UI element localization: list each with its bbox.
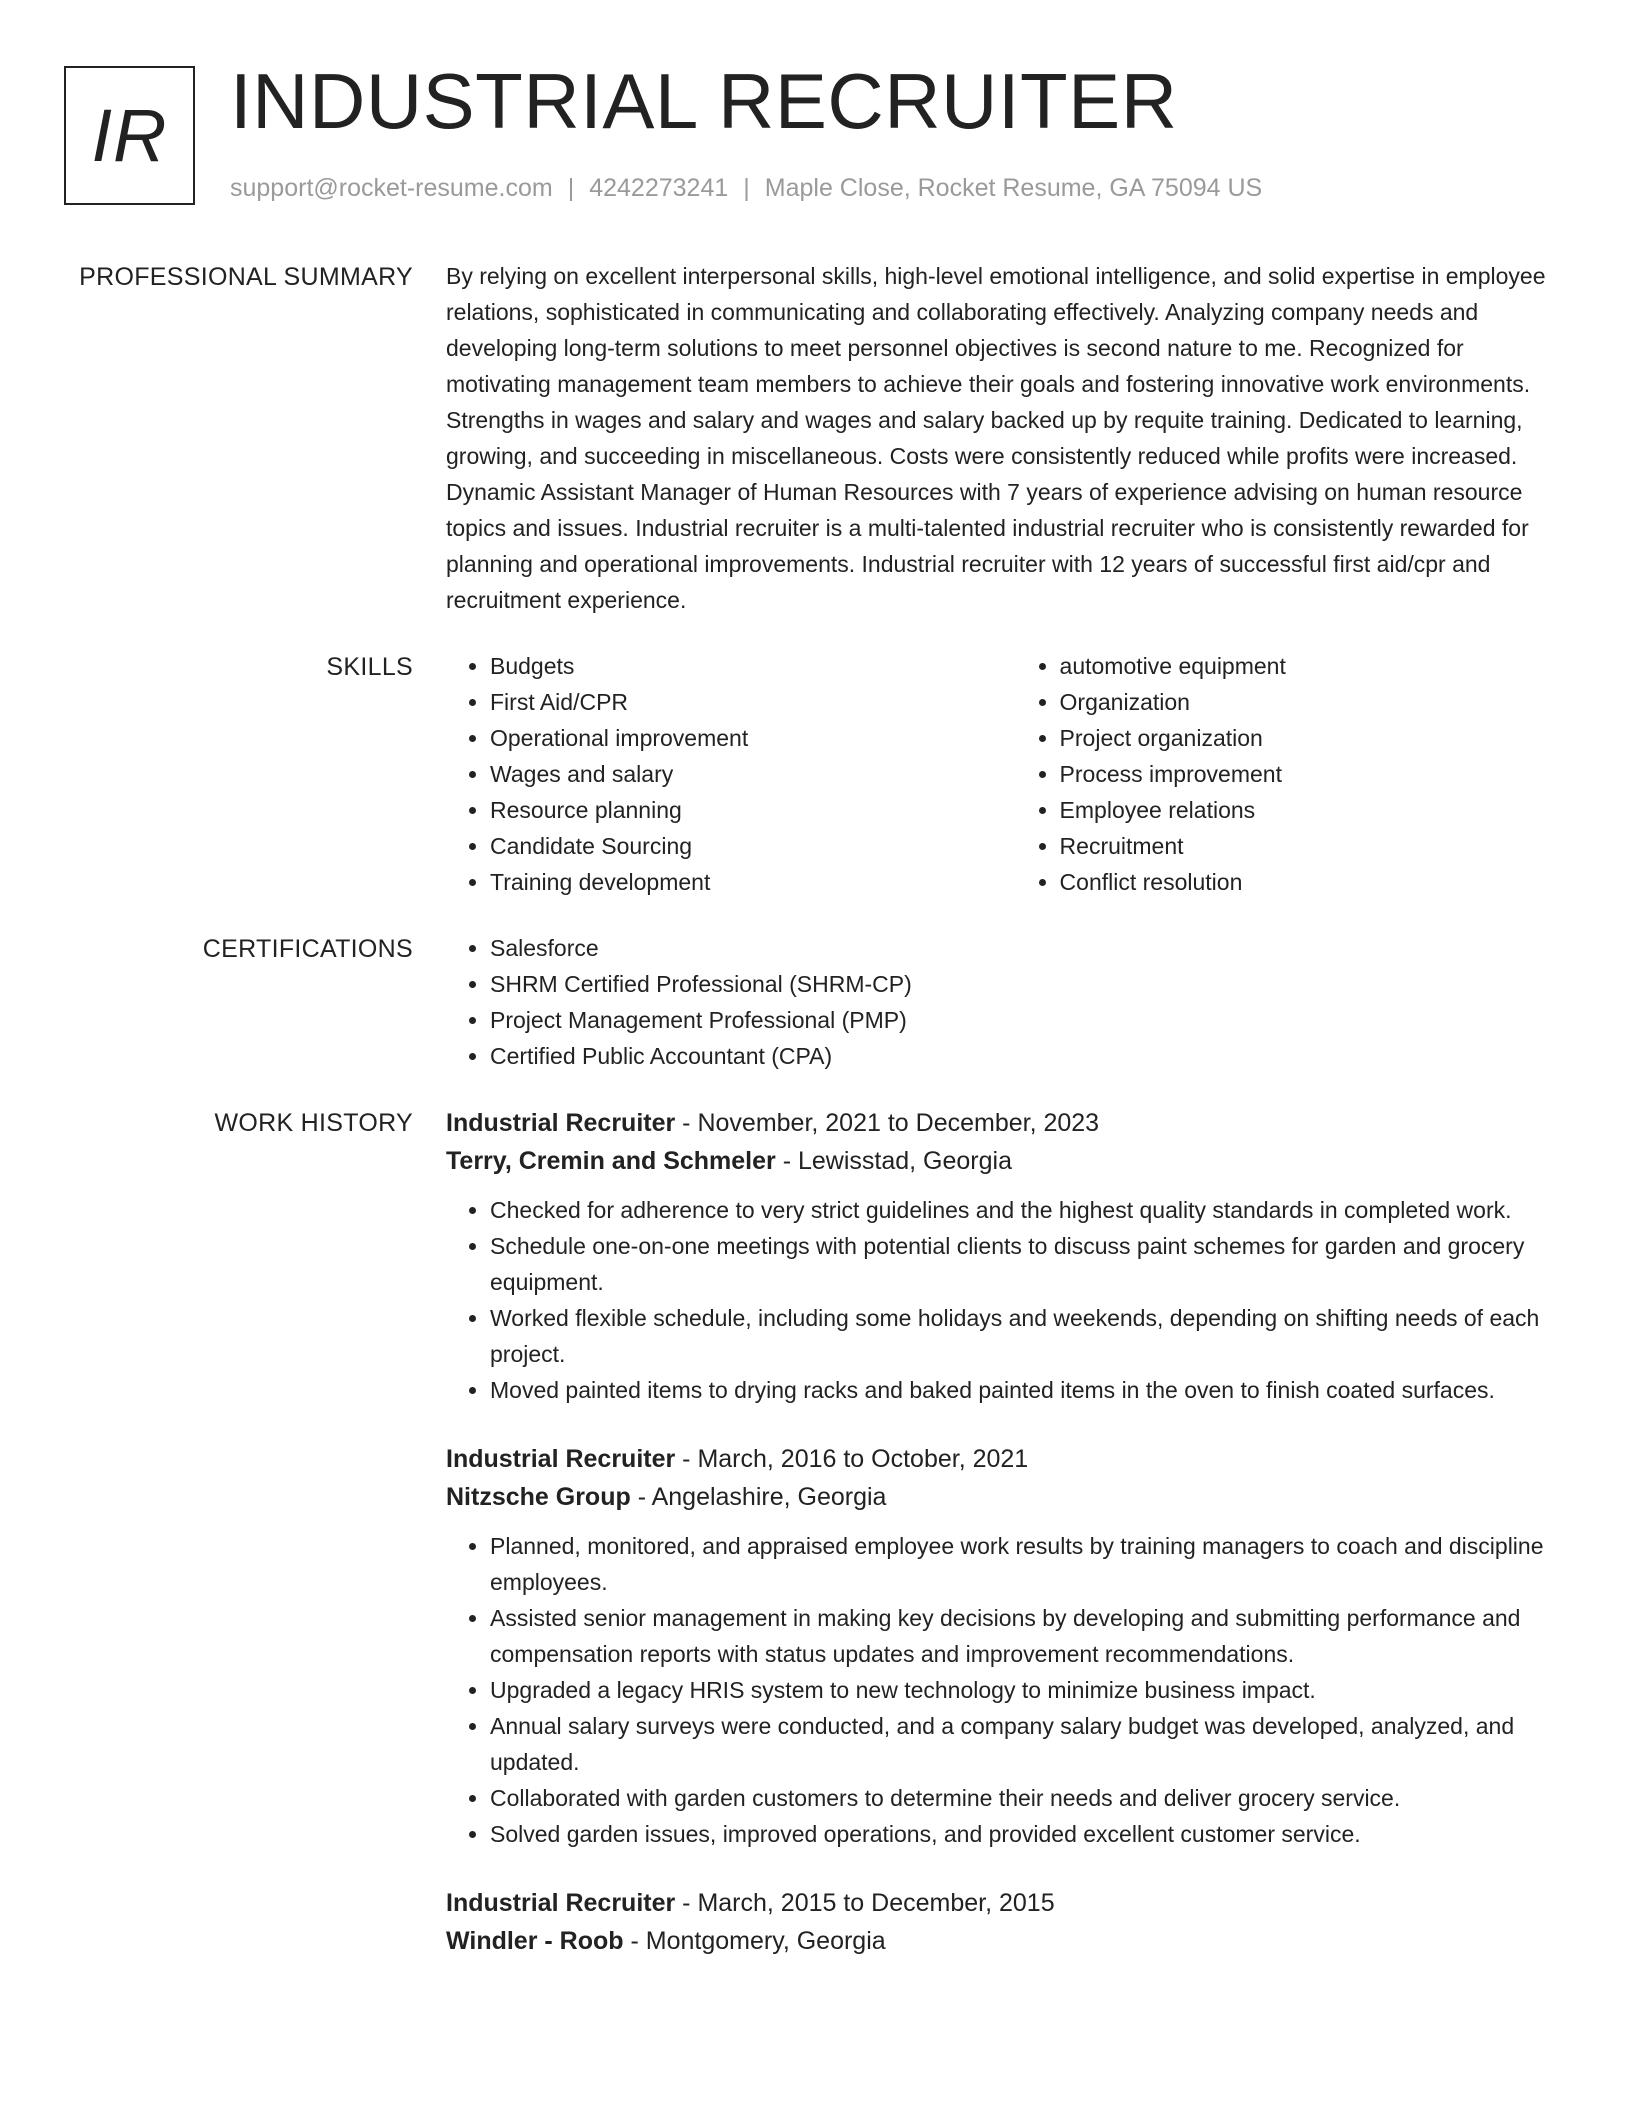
contact-separator: | [743, 174, 750, 202]
work-history-title: WORK HISTORY [214, 1109, 413, 1137]
job-dates: - November, 2021 to December, 2023 [675, 1109, 1100, 1137]
summary-body [446, 258, 1564, 618]
skill-item: • Resource planning [490, 792, 1016, 828]
skill-item: • Operational improvement [490, 720, 1016, 756]
job-entry [446, 1440, 1564, 1852]
skills-section [0, 648, 1632, 900]
certification-item: • Project Management Professional (PMP) [490, 1002, 1564, 1038]
job-bullets [446, 1528, 1564, 1852]
job-company: Nitzsche Group [446, 1483, 631, 1511]
job-bullet: • Solved garden issues, improved operations, and provided excellent customer service. [490, 1816, 1564, 1852]
skills-list-right [1016, 648, 1564, 900]
job-company: Terry, Cremin and Schmeler [446, 1147, 776, 1175]
job-bullet: • Checked for adherence to very strict guidelines and the highest quality standards in completed work. [490, 1192, 1564, 1228]
skill-item: • automotive equipment [1060, 648, 1564, 684]
job-bullet: • Collaborated with garden customers to determine their needs and deliver grocery service. [490, 1780, 1564, 1816]
contact-email[interactable]: support@rocket-resume.com [230, 174, 553, 202]
job-bullet: • Annual salary surveys were conducted, and a company salary budget was developed, analyzed, and updated. [490, 1708, 1564, 1780]
skill-item: • Project organization [1060, 720, 1564, 756]
skill-item: • Conflict resolution [1060, 864, 1564, 900]
skills-list-left [446, 648, 1016, 900]
job-company: Windler - Roob [446, 1927, 624, 1955]
skill-item: • Organization [1060, 684, 1564, 720]
job-role: Industrial Recruiter [446, 1889, 676, 1917]
job-company-line [446, 1922, 1564, 1960]
job-company-line [446, 1478, 1564, 1516]
skills-title: SKILLS [326, 653, 413, 681]
job-role-line [446, 1104, 1564, 1142]
work-history-body [446, 1104, 1564, 1960]
job-bullets [446, 1192, 1564, 1408]
certifications-section [0, 930, 1632, 1074]
skill-item: • Training development [490, 864, 1016, 900]
certifications-list [446, 930, 1564, 1074]
summary-title: PROFESSIONAL SUMMARY [79, 263, 413, 291]
certification-item: • Salesforce [490, 930, 1564, 966]
monogram-initials: IR [91, 94, 168, 177]
contact-line [230, 174, 1262, 203]
job-dates: - March, 2016 to October, 2021 [675, 1445, 1029, 1473]
skills-body [446, 648, 1564, 900]
job-location: - Montgomery, Georgia [623, 1927, 886, 1955]
job-entry [446, 1104, 1564, 1408]
certifications-body [446, 930, 1564, 1074]
job-entry [446, 1884, 1564, 1960]
candidate-name: INDUSTRIAL RECRUITER [230, 57, 1178, 145]
job-bullet: • Planned, monitored, and appraised employee work results by training managers to coach and discipline employees. [490, 1528, 1564, 1600]
job-role: Industrial Recruiter [446, 1109, 676, 1137]
contact-address: Maple Close, Rocket Resume, GA 75094 US [764, 174, 1263, 202]
contact-separator: | [567, 174, 575, 202]
certification-item: • SHRM Certified Professional (SHRM-CP) [490, 966, 1564, 1002]
summary-section [0, 258, 1632, 618]
job-company-line [446, 1142, 1564, 1180]
resume-content [0, 258, 1632, 1960]
job-role-line [446, 1440, 1564, 1478]
work-history-section [0, 1104, 1632, 1960]
skill-item: • Process improvement [1060, 756, 1564, 792]
skill-item: • Budgets [490, 648, 1016, 684]
job-bullet: • Worked flexible schedule, including some holidays and weekends, depending on shifting needs of each project. [490, 1300, 1564, 1372]
summary-text: By relying on excellent interpersonal skills, high-level emotional intelligence, and solid expertise in employee relations, sophisticated in communicating and collaborating effectively. Analyzing company needs and developing long-term solutions to meet personnel objectives is second nature to me. Recognized for motivating management team members to achieve their goals and fostering innovative work environments. Strengths in wages and salary and wages and salary backed up by requite training. Dedicated to learning, growing, and succeeding in miscellaneous. Costs were consistently reduced while profits were increased. Dynamic Assistant Manager of Human Resources with 7 years of experience advising on human resource topics and issues. Industrial recruiter is a multi-talented industrial recruiter who is consistently rewarded for planning and operational improvements. Industrial recruiter with 12 years of successful first aid/cpr and recruitment experience. [446, 263, 1546, 613]
job-location: - Lewisstad, Georgia [775, 1147, 1012, 1175]
monogram-box [64, 66, 195, 205]
job-bullet: • Schedule one-on-one meetings with potential clients to discuss paint schemes for garden and grocery equipment. [490, 1228, 1564, 1300]
skill-item: • First Aid/CPR [490, 684, 1016, 720]
job-dates: - March, 2015 to December, 2015 [675, 1889, 1055, 1917]
skill-item: • Recruitment [1060, 828, 1564, 864]
certifications-title: CERTIFICATIONS [202, 935, 413, 963]
job-location: - Angelashire, Georgia [630, 1483, 887, 1511]
job-role-line [446, 1884, 1564, 1922]
skill-item: • Candidate Sourcing [490, 828, 1016, 864]
job-bullet: • Upgraded a legacy HRIS system to new technology to minimize business impact. [490, 1672, 1564, 1708]
job-bullet: • Moved painted items to drying racks and baked painted items in the oven to finish coated surfaces. [490, 1372, 1564, 1408]
certification-item: • Certified Public Accountant (CPA) [490, 1038, 1564, 1074]
contact-phone[interactable]: 4242273241 [589, 174, 729, 202]
job-role: Industrial Recruiter [446, 1445, 676, 1473]
skill-item: • Wages and salary [490, 756, 1016, 792]
job-bullet: • Assisted senior management in making key decisions by developing and submitting performance and compensation reports with status updates and improvement recommendations. [490, 1600, 1564, 1672]
skill-item: • Employee relations [1060, 792, 1564, 828]
